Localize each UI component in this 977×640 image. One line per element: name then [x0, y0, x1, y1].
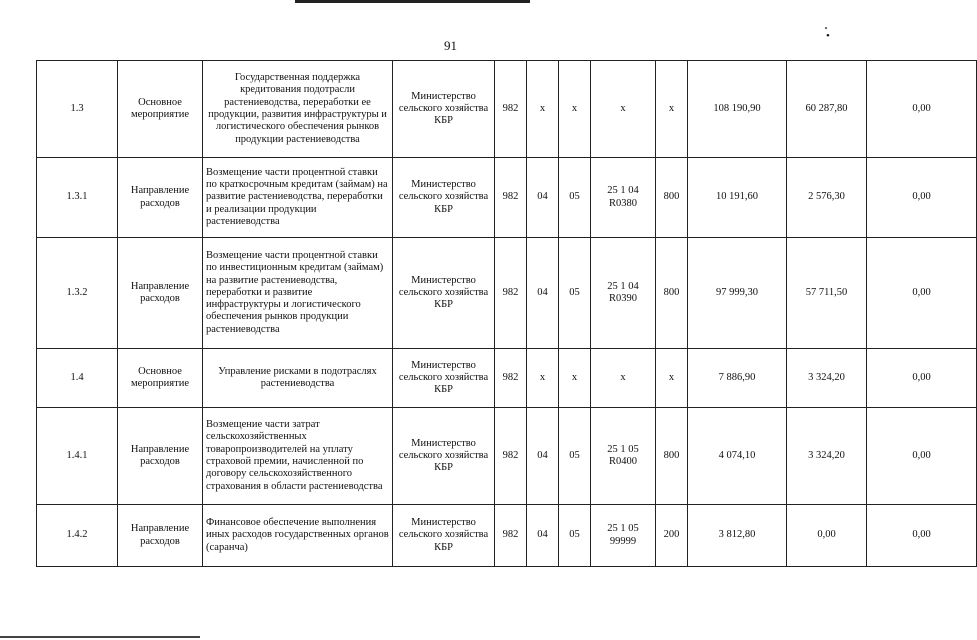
row-section: 04	[527, 505, 559, 567]
top-scan-bar	[295, 0, 530, 3]
table-row	[37, 349, 977, 408]
row-amount2: 60 287,80	[787, 61, 867, 158]
row-type: Направление расходов	[118, 238, 203, 349]
row-ministry: Министерство сельского хозяйства КБР	[393, 61, 495, 158]
table-row	[37, 158, 977, 238]
row-target: 25 1 05 R0400	[591, 408, 656, 505]
row-subsection: 05	[559, 408, 591, 505]
row-ministry: Министерство сельского хозяйства КБР	[393, 349, 495, 408]
bottom-scan-bar	[0, 636, 200, 638]
row-amount3: 0,00	[867, 505, 977, 567]
row-amount1: 3 812,80	[688, 505, 787, 567]
row-number: 1.3.2	[37, 238, 118, 349]
row-section: 04	[527, 158, 559, 238]
row-target: 25 1 05 99999	[591, 505, 656, 567]
row-amount1: 4 074,10	[688, 408, 787, 505]
row-expense: 800	[656, 158, 688, 238]
row-subsection: 05	[559, 158, 591, 238]
row-subsection: 05	[559, 505, 591, 567]
table-row	[37, 408, 977, 505]
row-code: 982	[495, 408, 527, 505]
row-number: 1.3	[37, 61, 118, 158]
row-subsection: 05	[559, 238, 591, 349]
row-code: 982	[495, 238, 527, 349]
row-type: Основное мероприятие	[118, 349, 203, 408]
row-amount1: 10 191,60	[688, 158, 787, 238]
row-amount1: 108 190,90	[688, 61, 787, 158]
row-code: 982	[495, 158, 527, 238]
row-ministry: Министерство сельского хозяйства КБР	[393, 408, 495, 505]
row-section: х	[527, 61, 559, 158]
row-expense: 800	[656, 238, 688, 349]
row-type: Основное мероприятие	[118, 61, 203, 158]
row-type: Направление расходов	[118, 408, 203, 505]
row-target: х	[591, 61, 656, 158]
row-amount2: 57 711,50	[787, 238, 867, 349]
row-target: х	[591, 349, 656, 408]
row-description: Управление рисками в подотраслях растениеводства	[203, 349, 393, 408]
row-amount3: 0,00	[867, 61, 977, 158]
corner-marks: ͓ •	[826, 18, 860, 42]
row-amount2: 3 324,20	[787, 349, 867, 408]
table-row	[37, 61, 977, 158]
row-section: 04	[527, 408, 559, 505]
row-subsection: х	[559, 61, 591, 158]
row-amount2: 2 576,30	[787, 158, 867, 238]
row-amount3: 0,00	[867, 408, 977, 505]
row-expense: х	[656, 61, 688, 158]
row-number: 1.4	[37, 349, 118, 408]
row-target: 25 1 04 R0380	[591, 158, 656, 238]
row-description: Государственная поддержка кредитования подотрасли растениеводства, переработки ее продукции, развития инфраструктуры и логистического обеспечения рынков продукции растениеводства	[203, 61, 393, 158]
row-amount1: 7 886,90	[688, 349, 787, 408]
row-expense: 800	[656, 408, 688, 505]
row-number: 1.3.1	[37, 158, 118, 238]
row-amount1: 97 999,30	[688, 238, 787, 349]
row-code: 982	[495, 61, 527, 158]
row-expense: х	[656, 349, 688, 408]
row-ministry: Министерство сельского хозяйства КБР	[393, 238, 495, 349]
row-expense: 200	[656, 505, 688, 567]
row-code: 982	[495, 349, 527, 408]
row-code: 982	[495, 505, 527, 567]
row-description: Финансовое обеспечение выполнения иных расходов государственных органов (саранча)	[203, 505, 393, 567]
row-amount2: 3 324,20	[787, 408, 867, 505]
row-number: 1.4.1	[37, 408, 118, 505]
row-ministry: Министерство сельского хозяйства КБР	[393, 158, 495, 238]
row-number: 1.4.2	[37, 505, 118, 567]
row-amount3: 0,00	[867, 349, 977, 408]
row-description: Возмещение части процентной ставки по краткосрочным кредитам (займам) на развитие растениеводства, переработки и реализации продукции растениеводства	[203, 158, 393, 238]
table-row	[37, 505, 977, 567]
row-type: Направление расходов	[118, 505, 203, 567]
row-target: 25 1 04 R0390	[591, 238, 656, 349]
table-row	[37, 238, 977, 349]
row-amount2: 0,00	[787, 505, 867, 567]
row-description: Возмещение части процентной ставки по инвестиционным кредитам (займам) на развитие растениеводства, переработки и развитие инфраструктуры и логистического обеспечения рынков продукции растениеводства	[203, 238, 393, 349]
row-description: Возмещение части затрат сельскохозяйственных товаропроизводителей на уплату страховой премии, начисленной по договору сельскохозяйственного страхования в области растениеводства	[203, 408, 393, 505]
row-section: х	[527, 349, 559, 408]
budget-table	[36, 60, 977, 567]
row-amount3: 0,00	[867, 158, 977, 238]
row-subsection: х	[559, 349, 591, 408]
row-section: 04	[527, 238, 559, 349]
row-amount3: 0,00	[867, 238, 977, 349]
page-number: 91	[444, 38, 457, 53]
row-ministry: Министерство сельского хозяйства КБР	[393, 505, 495, 567]
row-type: Направление расходов	[118, 158, 203, 238]
